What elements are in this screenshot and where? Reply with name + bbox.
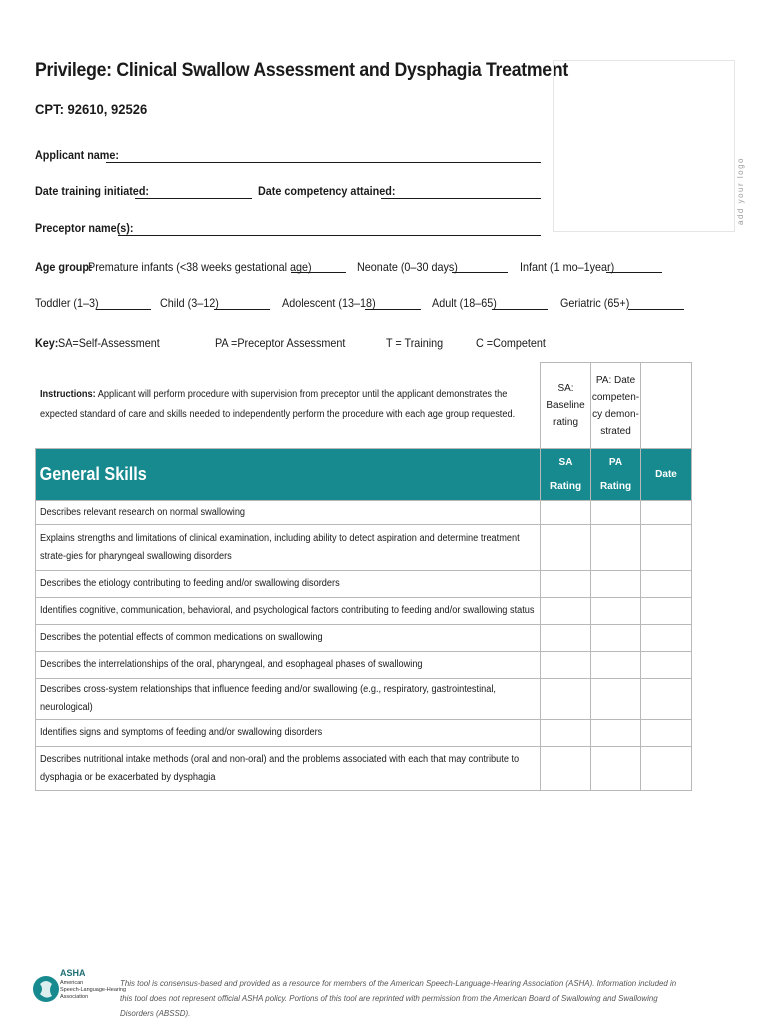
date-header: Date: [641, 449, 692, 501]
sa-rating-header: SA Rating: [541, 449, 591, 501]
key-sa: SA=Self-Assessment: [58, 336, 160, 350]
instructions-label: Instructions:: [39, 389, 96, 401]
table-row: [36, 720, 692, 747]
pa-rating-cell[interactable]: [591, 571, 641, 598]
skill-text: Describes nutritional intake methods (oral and non-oral) and the problems associated with each that may contribute to dysphagia or be exacerbated by dysphagia: [36, 747, 541, 791]
skill-text: Identifies signs and symptoms of feeding and/or swallowing disorders: [36, 720, 541, 747]
skill-text: Describes relevant research on normal swallowing: [36, 501, 541, 525]
date-cell[interactable]: [641, 598, 692, 625]
table-row: [36, 525, 692, 571]
age-adolescent-label: Adolescent (13–18): [282, 296, 376, 310]
page-title: Privilege: Clinical Swallow Assessment and Dysphagia Treatment: [35, 60, 568, 81]
sa-rating-cell[interactable]: [541, 525, 591, 571]
table-row: [36, 652, 692, 679]
pa-rating-cell[interactable]: [591, 652, 641, 679]
pa-rating-cell[interactable]: [591, 747, 641, 791]
age-geriatric-label: Geriatric (65+): [560, 296, 630, 310]
key-c: C =Competent: [476, 336, 546, 350]
sa-rating-cell[interactable]: [541, 625, 591, 652]
asha-logo-icon: [31, 968, 61, 1010]
table-row: [36, 571, 692, 598]
skill-text: Describes the interrelationships of the oral, pharyngeal, and esophageal phases of swallowing: [36, 652, 541, 679]
preceptor-names-label: Preceptor name(s):: [35, 221, 134, 235]
table-row: [36, 598, 692, 625]
date-cell[interactable]: [641, 747, 692, 791]
age-child-field[interactable]: [214, 309, 270, 310]
date-competency-label: Date competency attained:: [258, 184, 396, 198]
section-title: General Skills: [39, 464, 147, 484]
section-header-row: [36, 449, 692, 501]
date-cell[interactable]: [641, 679, 692, 720]
asha-name: ASHA: [60, 968, 86, 978]
skill-text: Identifies cognitive, communication, behavioral, and psychological factors contributing to feeding and/or swallowing status: [36, 598, 541, 625]
sa-rating-cell[interactable]: [541, 679, 591, 720]
age-neonate-label: Neonate (0–30 days): [357, 260, 458, 274]
age-adult-label: Adult (18–65): [432, 296, 497, 310]
applicant-name-field[interactable]: [106, 162, 541, 163]
age-geriatric-field[interactable]: [628, 309, 684, 310]
pa-rating-cell[interactable]: [591, 598, 641, 625]
sa-rating-cell[interactable]: [541, 747, 591, 791]
pa-rating-cell[interactable]: [591, 525, 641, 571]
preceptor-names-field[interactable]: [118, 235, 541, 236]
date-cell[interactable]: [641, 652, 692, 679]
skill-text: Explains strengths and limitations of clinical examination, including ability to detect aspiration and determine treatment strate-gies for pharyngeal swallowing disorders: [36, 525, 541, 571]
age-group-label: Age group:: [35, 260, 93, 274]
sa-rating-cell[interactable]: [541, 598, 591, 625]
sa-rating-cell[interactable]: [541, 720, 591, 747]
logo-placeholder[interactable]: [553, 60, 745, 232]
age-premature-label: Premature infants (<38 weeks gestational age): [88, 260, 312, 274]
date-competency-field[interactable]: [381, 198, 541, 199]
age-toddler-label: Toddler (1–3): [35, 296, 99, 310]
pa-rating-header: PA Rating: [591, 449, 641, 501]
instructions-cell: [36, 363, 541, 449]
pa-rating-cell[interactable]: [591, 625, 641, 652]
date-cell[interactable]: [641, 501, 692, 525]
section-title-cell: [36, 449, 541, 501]
pa-date-header: PA: Date competen- cy demon- strated: [591, 363, 641, 449]
pa-rating-cell[interactable]: [591, 501, 641, 525]
age-neonate-field[interactable]: [452, 272, 508, 273]
date-training-field[interactable]: [135, 198, 252, 199]
key-t: T = Training: [386, 336, 444, 350]
sa-rating-cell[interactable]: [541, 571, 591, 598]
blank-header-cell: [641, 363, 692, 449]
asha-full-name: American Speech-Language-Hearing Association: [60, 980, 127, 1000]
skill-text: Describes the etiology contributing to feeding and/or swallowing disorders: [36, 571, 541, 598]
footer-note: This tool is consensus-based and provided as a resource for members of the American Speech-Language-Hearing Association (ASHA). Information included in this tool does not represent official ASHA policy. Portions of this tool are reprinted with permission from the American Board of Swallowing and Swallowing Disorders (ABSSD).: [120, 978, 677, 1018]
skill-text: Describes cross-system relationships that influence feeding and/or swallowing (e.g., respiratory, gastrointestinal, neurological): [36, 679, 541, 720]
skills-table: [35, 362, 692, 791]
date-cell[interactable]: [641, 525, 692, 571]
instructions-row: [36, 363, 692, 449]
age-toddler-field[interactable]: [96, 309, 151, 310]
applicant-name-label: Applicant name:: [35, 148, 120, 162]
date-cell[interactable]: [641, 571, 692, 598]
table-row: [36, 679, 692, 720]
cpt-codes: CPT: 92610, 92526: [35, 101, 148, 117]
sa-rating-cell[interactable]: [541, 652, 591, 679]
age-infant-label: Infant (1 mo–1year): [520, 260, 615, 274]
age-infant-field[interactable]: [606, 272, 662, 273]
age-child-label: Child (3–12): [160, 296, 219, 310]
pa-rating-cell[interactable]: [591, 720, 641, 747]
age-adolescent-field[interactable]: [365, 309, 421, 310]
age-adult-field[interactable]: [492, 309, 548, 310]
skill-text: Describes the potential effects of common medications on swallowing: [36, 625, 541, 652]
key-label: Key:: [35, 336, 59, 350]
age-premature-field[interactable]: [291, 272, 346, 273]
table-row: [36, 747, 692, 791]
pa-rating-cell[interactable]: [591, 679, 641, 720]
date-cell[interactable]: [641, 720, 692, 747]
logo-placeholder-label: add your logo: [736, 157, 745, 225]
date-training-label: Date training initiated:: [35, 184, 150, 198]
sa-baseline-header: SA: Baseline rating: [541, 363, 591, 449]
date-cell[interactable]: [641, 625, 692, 652]
instructions-text: Applicant will perform procedure with supervision from preceptor until the applicant demonstrates the expected standard of care and skills needed to independently perform the procedure with each age group requested.: [39, 389, 515, 421]
table-row: [36, 625, 692, 652]
sa-rating-cell[interactable]: [541, 501, 591, 525]
key-pa: PA =Preceptor Assessment: [215, 336, 346, 350]
table-row: [36, 501, 692, 525]
